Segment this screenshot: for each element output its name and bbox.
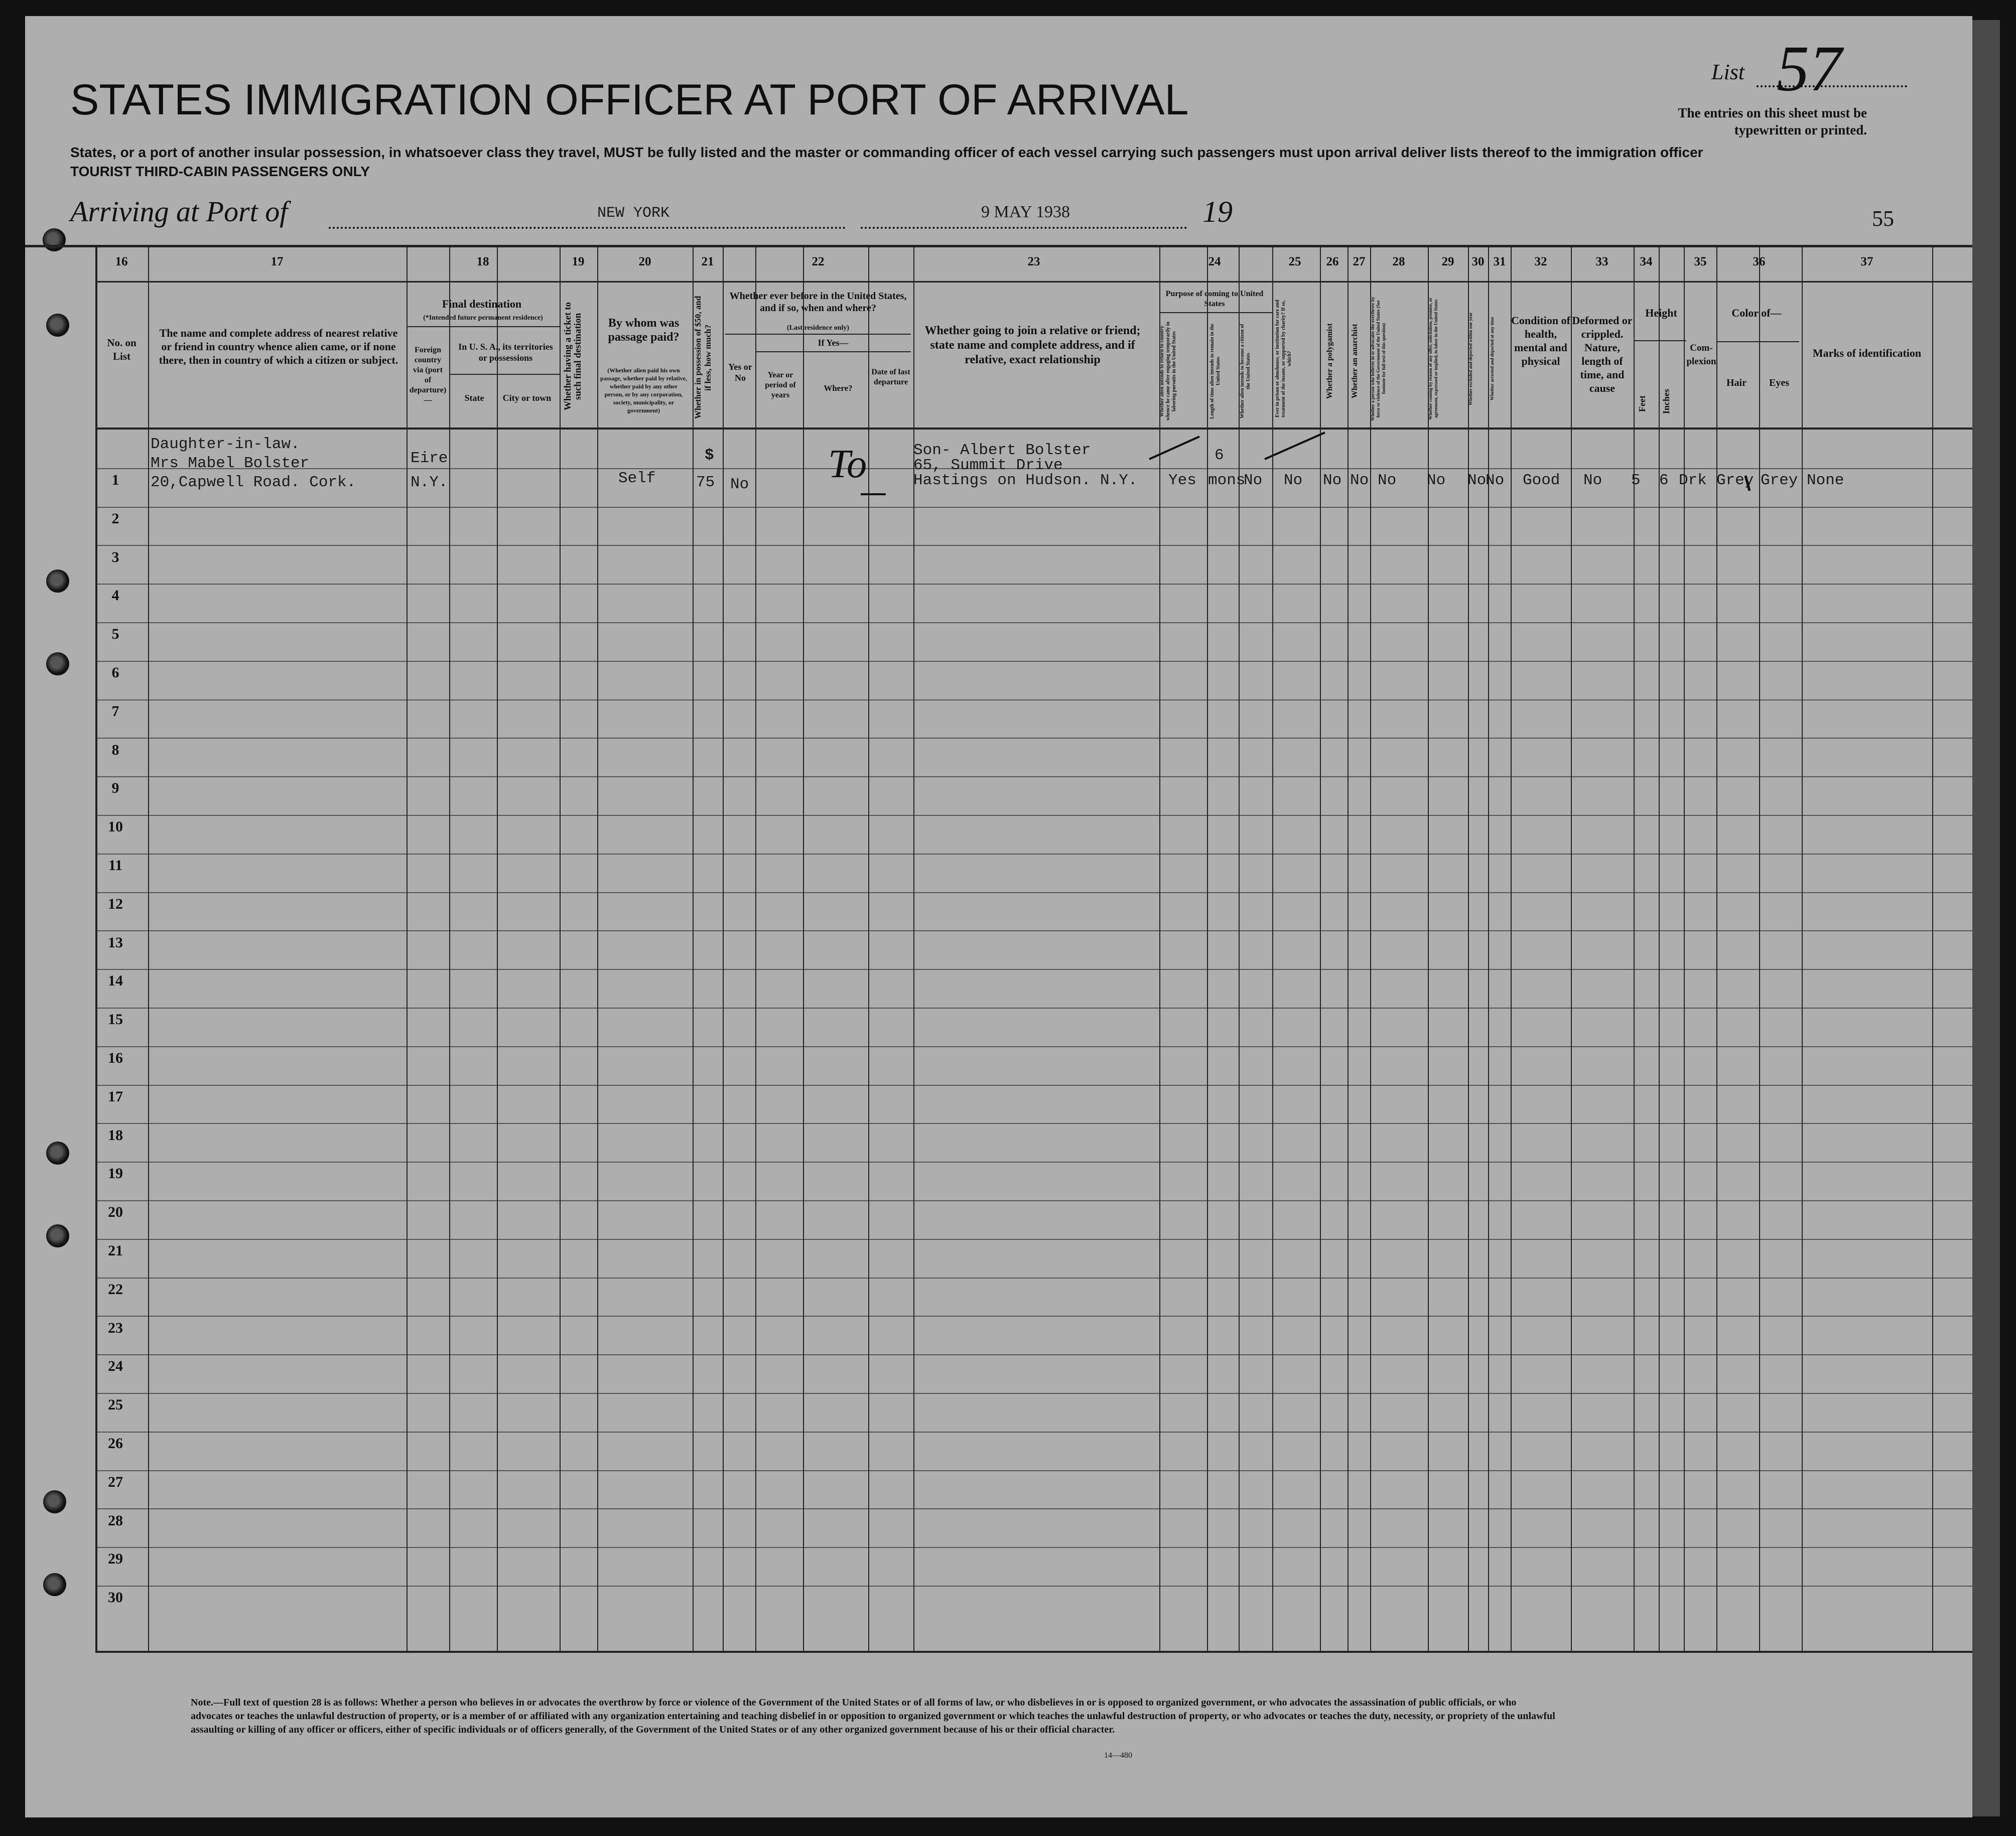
row-number: 21 — [108, 1242, 123, 1259]
prison-value: No — [1284, 472, 1303, 489]
eyes-value: Grey — [1761, 472, 1798, 489]
column-number: 33 — [1595, 255, 1608, 268]
instructions-text: States, or a port of another insular possession, in whatsoever class they travel, MUST be fully listed and the master or commanding officer of each vessel carrying such passengers must upon arrival deliver lists thereof to the immigration officer — [70, 145, 1703, 160]
row-number: 14 — [108, 972, 123, 990]
header-q30: Whether excluded and deported within one year — [1468, 312, 1473, 405]
row-number: 30 — [108, 1589, 123, 1606]
header-last-residence: (Last residence only) — [786, 324, 850, 332]
passenger-class: TOURIST THIRD-CABIN PASSENGERS ONLY — [70, 164, 370, 179]
header-yes-no: Yes or No — [728, 362, 752, 383]
column-number: 21 — [701, 255, 714, 268]
feet-value: 5 — [1631, 472, 1641, 489]
column-number: 22 — [812, 255, 825, 268]
column-number: 31 — [1493, 255, 1506, 268]
before-in-us-value: No — [730, 476, 749, 493]
list-label: List — [1711, 60, 1745, 84]
header-q29: Whether coming by reason of any offer, solicitation, promise, or agreement, expressed or implied, to labor in the United States — [1428, 297, 1438, 420]
row-number: 23 — [108, 1319, 123, 1336]
column-number: 19 — [572, 255, 585, 268]
q30-value: No — [1467, 472, 1487, 489]
column-number: 28 — [1392, 255, 1405, 268]
header-before-in-us: Whether ever before in the United States, and if so, when and where? — [729, 291, 907, 314]
page-number: 55 — [1872, 206, 1894, 231]
column-number: 24 — [1208, 255, 1221, 268]
header-nearest-relative: The name and complete address of nearest relative or friend in country whence alien came, or if none there, then in country of which a citizen or subject. — [159, 327, 398, 366]
q29-value: No — [1427, 472, 1446, 489]
q31-value: No — [1486, 472, 1505, 489]
column-number: 23 — [1027, 255, 1040, 268]
column-number: 18 — [476, 255, 489, 268]
join-line-2: 65, Summit Drive — [913, 457, 1063, 474]
row-number: 3 — [111, 548, 119, 566]
column-number: 35 — [1694, 255, 1707, 268]
header-ticket: Whether having a ticket to such final destination — [563, 302, 583, 411]
footnote-question-28: Note.—Full text of question 28 is as follows: Whether a person who believes in or advocates the overthrow by force or violence of the Government of the United States or of all forms of law, or who disbelieves in or is opposed to organized government, or who advocates the assassination of public officials, or who advocates or teaches the unlawful destruction of property, or is a member of or affiliated with any organization entertaining and teaching disbelief in or opposition to organized government or which teaches the unlawful destruction of property, or who advocates or teaches the duty, necessity, or propriety of the unlawful assaulting or killing of any officer or officers, either of specific individuals or of officers generally, of the Government of the United States or of any other organized government because of his or their official character. — [191, 1697, 1555, 1735]
header-final-destination-note: (*Intended future permanent residence) — [423, 314, 543, 322]
header-in-us: In U. S. A., its territories or possessions — [458, 342, 553, 363]
header-if-yes: If Yes— — [818, 338, 849, 348]
header-polygamist: Whether a polygamist — [1325, 323, 1334, 399]
polygamist-value: No — [1323, 472, 1342, 489]
relative-line-2: Mrs Mabel Bolster — [151, 455, 310, 472]
pen-stroke — [1149, 437, 1199, 459]
arriving-label: Arriving at Port of — [70, 195, 288, 228]
row-number: 29 — [108, 1550, 123, 1568]
header-feet: Feet — [1637, 395, 1647, 412]
entries-note: The entries on this sheet must be typewritten or printed. — [1678, 105, 1867, 137]
column-number: 17 — [271, 255, 284, 268]
pen-stroke — [1745, 476, 1750, 491]
row-number: 12 — [108, 895, 123, 912]
relative-line-1: Daughter-in-law. — [151, 436, 300, 453]
column-number: 16 — [115, 255, 128, 268]
header-anarchist: Whether an anarchist — [1351, 324, 1359, 399]
header-hair: Hair — [1726, 377, 1746, 388]
citizen-value: No — [1244, 472, 1263, 489]
header-health: Condition of health, mental and physical — [1511, 314, 1570, 367]
row-number: 8 — [111, 741, 119, 758]
page-title: STATES IMMIGRATION OFFICER AT PORT OF ARRIVAL — [70, 76, 1189, 124]
column-number: 30 — [1471, 255, 1485, 268]
row-number: 26 — [108, 1435, 123, 1452]
header-final-destination: Final destination — [442, 298, 522, 310]
header-purpose-return: Whether alien intends to return to country whence he came after engaging temporarily in laboring pursuits in the United States — [1159, 322, 1177, 421]
length-stay-number: 6 — [1215, 447, 1224, 464]
row-number: 13 — [108, 934, 123, 951]
row-number: 22 — [108, 1281, 123, 1298]
row-number: 15 — [108, 1011, 123, 1028]
header-height: Height — [1645, 307, 1677, 319]
header-money: Whether in possession of $50, and if less, how much? — [693, 296, 713, 419]
row-number: 2 — [111, 510, 119, 527]
row-number: 16 — [108, 1050, 123, 1066]
header-purpose: Purpose of coming to United States — [1165, 290, 1264, 308]
row-number: 5 — [111, 626, 119, 643]
row-number: 28 — [108, 1512, 123, 1529]
header-date-departure: Date of last departure — [871, 368, 910, 386]
foreign-country-value: Eire — [411, 450, 448, 467]
row-number: 18 — [108, 1126, 123, 1144]
column-number: 27 — [1353, 255, 1366, 268]
header-year-period: Year or period of years — [765, 371, 796, 399]
row-number: 19 — [108, 1165, 123, 1182]
column-number: 37 — [1860, 255, 1873, 268]
form-number: 14—480 — [1104, 1751, 1132, 1760]
column-number: 25 — [1288, 255, 1301, 268]
header-q31: Whether arrested and deported at any time — [1490, 317, 1495, 401]
return-home-value: Yes — [1168, 472, 1196, 489]
complexion-value: Drk — [1679, 472, 1707, 489]
marks-value: None — [1807, 472, 1844, 489]
handwritten-annotation: To — [828, 442, 867, 486]
money-symbol: $ — [705, 447, 714, 464]
row-number: 4 — [111, 587, 119, 604]
row-number: 20 — [108, 1204, 123, 1221]
header-deformed: Deformed or crippled. Nature, length of time, and cause — [1572, 314, 1633, 394]
q28-value: No — [1378, 472, 1397, 489]
header-where: Where? — [824, 383, 853, 393]
row-number: 25 — [108, 1396, 123, 1414]
column-number: 36 — [1753, 255, 1766, 268]
length-stay-value: mons — [1208, 472, 1246, 489]
header-passage-note: (Whether alien paid his own passage, whether paid by relative, whether paid by any other person, or by any corporation, society, municipality, or government) — [600, 367, 687, 414]
row-number: 9 — [111, 780, 119, 797]
pen-stroke — [1265, 433, 1325, 459]
column-number: 26 — [1326, 255, 1339, 268]
hair-value: Grey — [1716, 472, 1754, 489]
anarchist-value: No — [1350, 472, 1369, 489]
row-number: 10 — [108, 818, 123, 835]
column-number: 32 — [1534, 255, 1547, 268]
header-foreign-country: Foreign country via (port of departure)— — [409, 346, 447, 404]
column-number: 20 — [638, 255, 651, 268]
column-number: 34 — [1640, 255, 1653, 268]
row-number: 11 — [108, 857, 123, 874]
header-passage-paid: By whom was passage paid? — [608, 317, 680, 344]
header-city: City or town — [502, 393, 552, 403]
header-eyes: Eyes — [1769, 377, 1789, 388]
header-marks: Marks of identification — [1812, 347, 1922, 359]
passage-value: Self — [618, 470, 656, 487]
us-destination-value: N.Y. — [411, 474, 448, 491]
header-join-relative: Whether going to join a relative or friend; state name and complete address, and if relative, exact relationship — [924, 324, 1141, 366]
header-prison: Ever in prison or almshouse, or institution for care and treatment of the insane, or supported by charity? If so, which? — [1275, 300, 1292, 418]
header-purpose-citizen: Whether alien intends to become a citizen of the United States — [1240, 324, 1251, 419]
join-line-1: Son- Albert Bolster — [913, 442, 1091, 459]
header-color-of: Color of— — [1731, 307, 1782, 319]
money-value: 75 — [696, 474, 715, 491]
column-number: 29 — [1441, 255, 1454, 268]
row-number: 1 — [111, 472, 119, 488]
row-number: 17 — [108, 1088, 123, 1105]
row-number: 7 — [111, 702, 119, 720]
year-prefix: 19 — [1202, 195, 1233, 228]
header-inches: Inches — [1661, 389, 1671, 414]
header-state: State — [464, 393, 484, 403]
inches-value: 6 — [1659, 472, 1669, 489]
row-number: 6 — [111, 664, 119, 681]
header-q28: Whether a person who believes in or advocates the overthrow by force or violence of the Government of the United States (See footnote for full text of this question) — [1370, 297, 1386, 421]
date-stamp: 9 MAY 1938 — [981, 203, 1070, 221]
list-number: 57 — [1777, 33, 1842, 105]
port-value: NEW YORK — [597, 205, 670, 222]
header-purpose-length: Length of time alien intends to remain in the United States — [1209, 324, 1221, 419]
deformed-value: No — [1583, 472, 1602, 489]
header-complexion: Com-plexion — [1686, 343, 1716, 367]
relative-line-3: 20,Capwell Road. Cork. — [151, 474, 356, 491]
row-number: 27 — [108, 1473, 123, 1490]
health-value: Good — [1523, 472, 1560, 489]
header-no-on-list: No. on List — [107, 337, 137, 362]
join-line-3: Hastings on Hudson. N.Y. — [913, 472, 1138, 489]
row-number: 24 — [108, 1358, 123, 1375]
